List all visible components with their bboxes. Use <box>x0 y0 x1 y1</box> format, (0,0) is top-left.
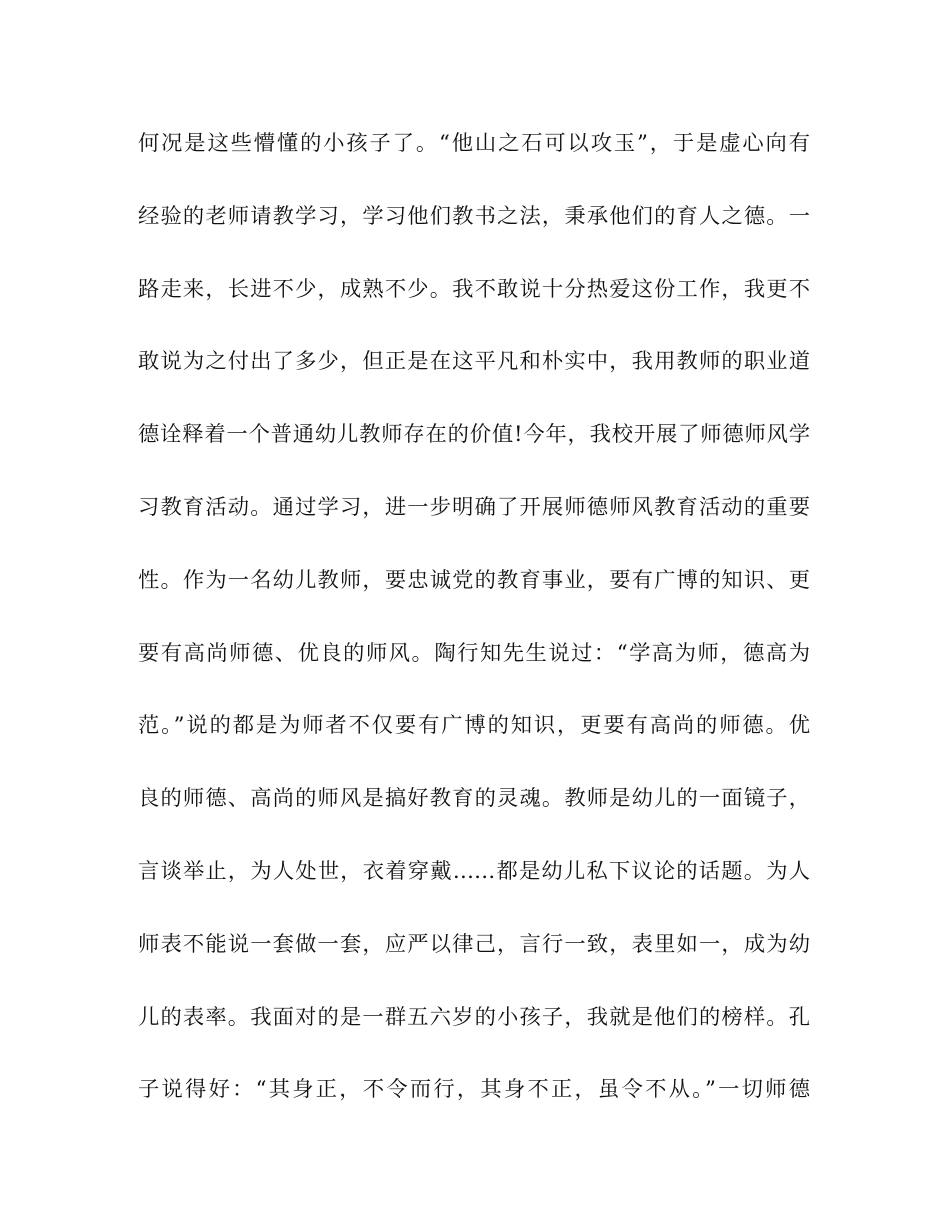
text-line-4: 敢说为之付出了多少，但正是在这平凡和朴实中，我用教师的职业道 <box>138 349 810 375</box>
document-body-text <box>138 118 810 1137</box>
text-line-7: 性。作为一名幼儿教师，要忠诚党的教育事业，要有广博的知识、更 <box>138 567 810 593</box>
text-line-2: 经验的老师请教学习，学习他们教书之法，秉承他们的育人之德。一 <box>138 203 810 229</box>
text-line-13: 儿的表率。我面对的是一群五六岁的小孩子，我就是他们的榜样。孔 <box>138 1004 810 1030</box>
text-line-6: 习教育活动。通过学习，进一步明确了开展师德师风教育活动的重要 <box>138 494 810 520</box>
text-line-5: 德诠释着一个普通幼儿教师存在的价值!今年，我校开展了师德师风学 <box>138 422 810 448</box>
text-line-1: 何况是这些懵懂的小孩子了。“他山之石可以攻玉”，于是虚心向有 <box>138 131 810 156</box>
text-line-3: 路走来，长进不少，成熟不少。我不敢说十分热爱这份工作，我更不 <box>138 276 810 302</box>
text-line-11: 言谈举止，为人处世，衣着穿戴……都是幼儿私下议论的话题。为人 <box>138 858 810 884</box>
text-line-10: 良的师德、高尚的师风是搞好教育的灵魂。教师是幼儿的一面镜子， <box>138 786 810 812</box>
text-line-14: 子说得好：“其身正，不令而行，其身不正，虽令不从。”一切师德 <box>138 1077 810 1103</box>
text-line-9: 范。”说的都是为师者不仅要有广博的知识，更要有高尚的师德。优 <box>138 713 810 739</box>
text-line-12: 师表不能说一套做一套，应严以律己，言行一致，表里如一，成为幼 <box>138 931 810 957</box>
text-line-8: 要有高尚师德、优良的师风。陶行知先生说过：“学高为师，德高为 <box>138 640 810 666</box>
